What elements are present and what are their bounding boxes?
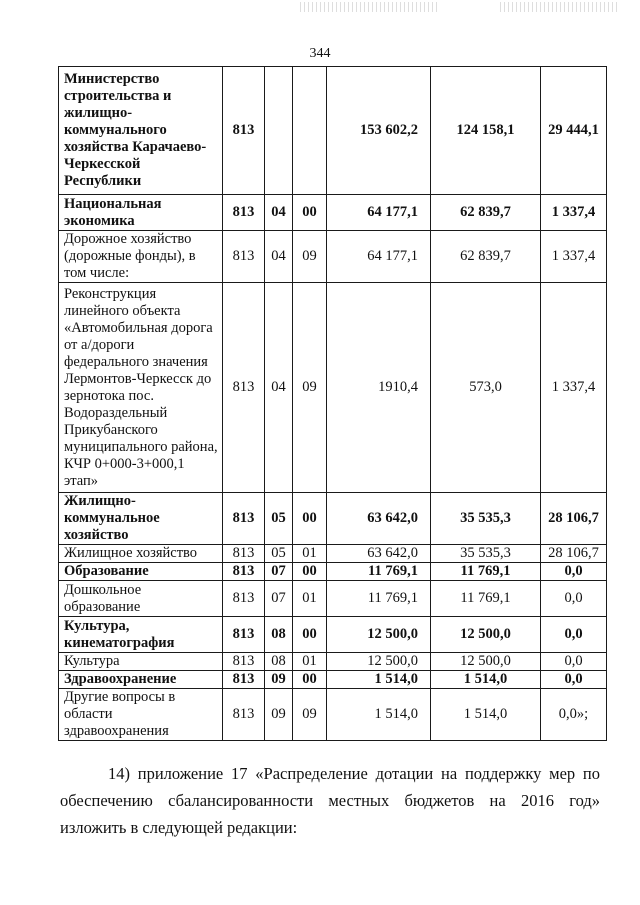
amount-3-cell: 0,0»; [541,689,607,741]
subsection-code-cell: 09 [293,283,327,493]
amount-total-cell: 1 514,0 [327,671,431,689]
amount-2-cell: 11 769,1 [431,581,541,617]
amount-3-cell: 29 444,1 [541,67,607,195]
table-body [59,67,607,741]
amount-3-cell: 0,0 [541,563,607,581]
subsection-code-cell: 00 [293,493,327,545]
row-name-cell: Дорожное хозяйство (дорожные фонды), в том числе: [59,231,223,283]
row-name-cell: Дошкольное образование [59,581,223,617]
row-name-cell: Образование [59,563,223,581]
amount-3-cell: 0,0 [541,581,607,617]
amount-2-cell: 1 514,0 [431,689,541,741]
subsection-code-cell: 09 [293,231,327,283]
section-code-cell: 05 [265,493,293,545]
amount-2-cell: 1 514,0 [431,671,541,689]
scan-artifact [500,2,620,12]
subsection-code-cell: 00 [293,617,327,653]
table-row [59,581,607,617]
subsection-code-cell: 00 [293,195,327,231]
amount-3-cell: 1 337,4 [541,283,607,493]
amount-total-cell: 11 769,1 [327,581,431,617]
table-row [59,563,607,581]
ministry-code-cell: 813 [223,493,265,545]
section-code-cell: 07 [265,581,293,617]
amount-2-cell: 35 535,3 [431,493,541,545]
ministry-code-cell: 813 [223,617,265,653]
scan-artifact [300,2,440,12]
table-row [59,67,607,195]
ministry-code-cell: 813 [223,231,265,283]
table-row [59,617,607,653]
amount-total-cell: 64 177,1 [327,231,431,283]
amount-2-cell: 11 769,1 [431,563,541,581]
ministry-code-cell: 813 [223,689,265,741]
amount-3-cell: 28 106,7 [541,493,607,545]
table-row [59,283,607,493]
section-code-cell: 05 [265,545,293,563]
row-name-cell: Культура [59,653,223,671]
ministry-code-cell: 813 [223,195,265,231]
amount-total-cell: 12 500,0 [327,653,431,671]
table-row [59,195,607,231]
table-row [59,231,607,283]
section-code-cell [265,67,293,195]
amount-2-cell: 62 839,7 [431,231,541,283]
amount-3-cell: 0,0 [541,653,607,671]
amount-total-cell: 153 602,2 [327,67,431,195]
section-code-cell: 08 [265,653,293,671]
table-row [59,689,607,741]
subsection-code-cell: 00 [293,671,327,689]
subsection-code-cell: 01 [293,653,327,671]
body-paragraph: 14) приложение 17 «Распределение дотации на поддержку мер по обеспечению сбалансированности местных бюджетов на 2016 год» изложить в следующей редакции: [60,764,600,837]
ministry-code-cell: 813 [223,671,265,689]
amount-total-cell: 11 769,1 [327,563,431,581]
subsection-code-cell: 01 [293,581,327,617]
amount-3-cell: 1 337,4 [541,231,607,283]
amount-2-cell: 124 158,1 [431,67,541,195]
ministry-code-cell: 813 [223,67,265,195]
ministry-code-cell: 813 [223,545,265,563]
row-name-cell: Жилищно-коммунальное хозяйство [59,493,223,545]
budget-table [58,66,607,741]
table-row [59,493,607,545]
amount-total-cell: 63 642,0 [327,493,431,545]
amount-total-cell: 1 514,0 [327,689,431,741]
subsection-code-cell: 01 [293,545,327,563]
row-name-cell: Другие вопросы в области здравоохранения [59,689,223,741]
subsection-code-cell: 00 [293,563,327,581]
row-name-cell: Культура, кинематография [59,617,223,653]
ministry-code-cell: 813 [223,653,265,671]
section-code-cell: 09 [265,671,293,689]
amount-2-cell: 573,0 [431,283,541,493]
section-code-cell: 09 [265,689,293,741]
table-row [59,653,607,671]
row-name-cell: Министерство строительства и жилищно-коммунального хозяйства Карачаево-Черкесской Республики [59,67,223,195]
section-code-cell: 08 [265,617,293,653]
ministry-code-cell: 813 [223,283,265,493]
subsection-code-cell [293,67,327,195]
amount-2-cell: 62 839,7 [431,195,541,231]
amount-3-cell: 0,0 [541,671,607,689]
amount-3-cell: 0,0 [541,617,607,653]
page-number: 344 [309,46,331,61]
amount-total-cell: 64 177,1 [327,195,431,231]
row-name-cell: Жилищное хозяйство [59,545,223,563]
row-name-cell: Здравоохранение [59,671,223,689]
amount-2-cell: 12 500,0 [431,653,541,671]
table-row [59,545,607,563]
section-code-cell: 04 [265,283,293,493]
amount-total-cell: 63 642,0 [327,545,431,563]
amount-2-cell: 12 500,0 [431,617,541,653]
row-name-cell: Реконструкция линейного объекта «Автомобильная дорога от а/дороги федерального значения Лермонтов-Черкесск до зернотока пос. Водораздельный Прикубанского муниципального района, КЧР 0+000-3+000,1 этап» [59,283,223,493]
section-code-cell: 07 [265,563,293,581]
section-code-cell: 04 [265,195,293,231]
amount-3-cell: 1 337,4 [541,195,607,231]
section-code-cell: 04 [265,231,293,283]
amount-total-cell: 12 500,0 [327,617,431,653]
table-row [59,671,607,689]
row-name-cell: Национальная экономика [59,195,223,231]
amount-2-cell: 35 535,3 [431,545,541,563]
ministry-code-cell: 813 [223,581,265,617]
subsection-code-cell: 09 [293,689,327,741]
amount-total-cell: 1910,4 [327,283,431,493]
amount-3-cell: 28 106,7 [541,545,607,563]
ministry-code-cell: 813 [223,563,265,581]
